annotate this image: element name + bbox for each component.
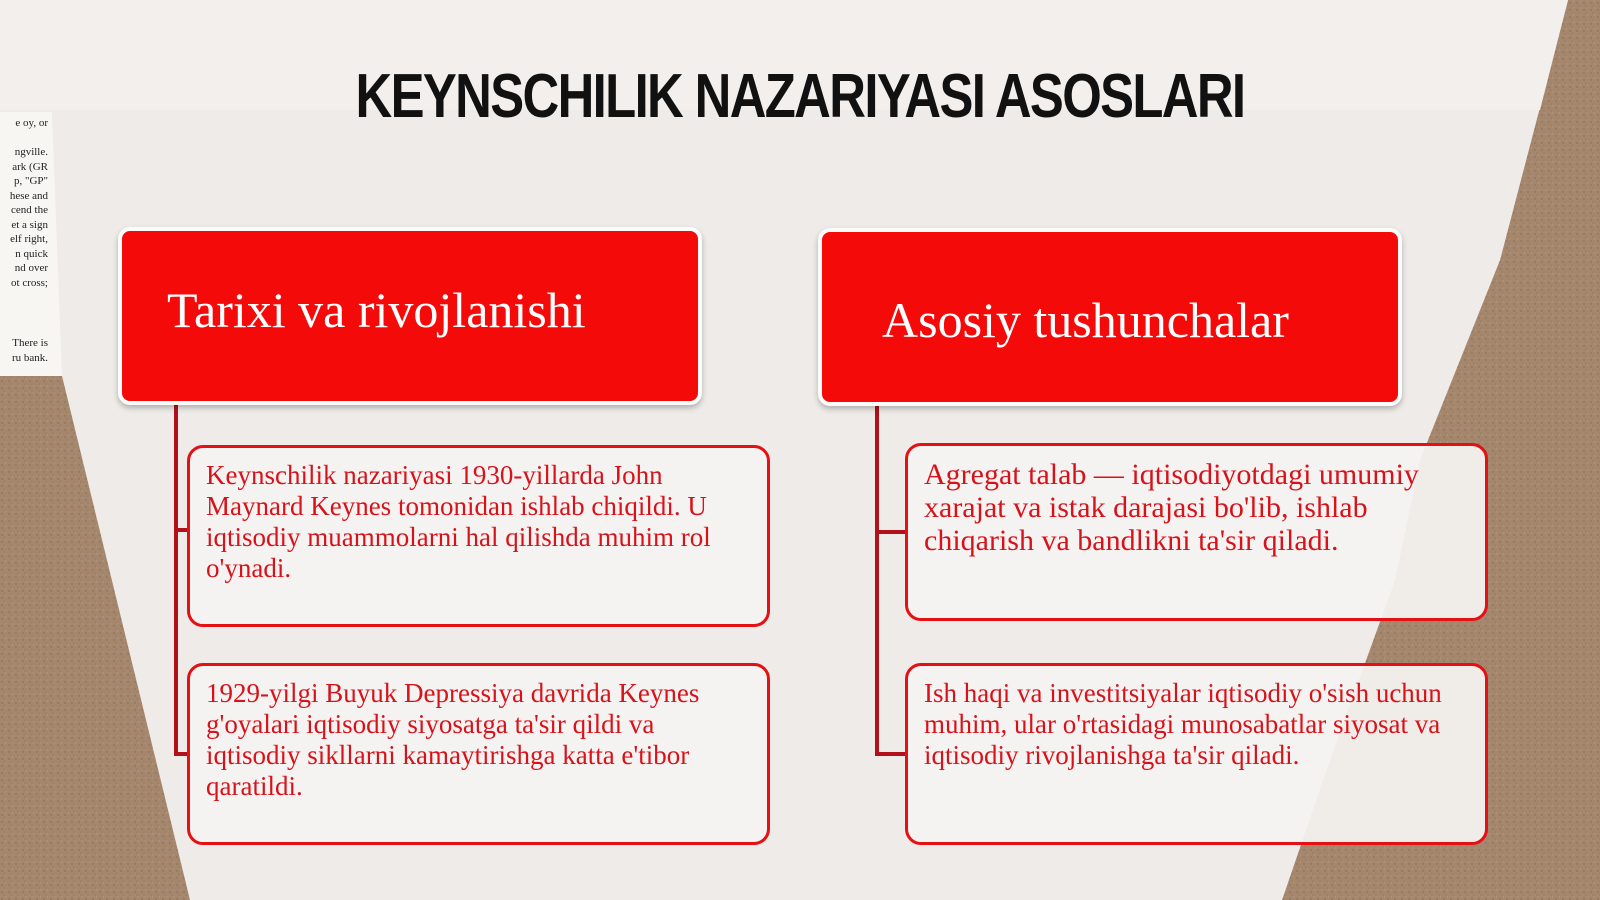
clipping-line: ngville. [14,146,48,158]
heading-history [118,227,702,405]
left-connector-branch-1 [174,528,188,532]
right-connector-branch-1 [875,530,905,534]
clipping-line [0,131,48,146]
concepts-card-1: Agregat talab — iqtisodiyotdagi umumiy xarajat va istak darajasi bo'lib, ishlab chiqarish va bandlikni ta'sir qiladi. [905,443,1488,621]
concepts-card-2: Ish haqi va investitsiyalar iqtisodiy o'sish uchun muhim, ular o'rtasidagi munosabatlar siyosat va iqtisodiy rivojlanishga ta'sir qiladi. [905,663,1488,845]
clipping-line: elf right, [10,233,48,245]
slide-title: KEYNSCHILIK NAZARIYASI ASOSLARI [355,62,1245,131]
history-card-2: 1929-yilgi Buyuk Depressiya davrida Keynes g'oyalari iqtisodiy siyosatga ta'sir qildi va iqtisodiy sikllarni kamaytirishga katta e'tibor qaratildi. [187,663,770,845]
clipping-line: There is [12,337,48,349]
clipping-line: e oy, or [15,117,48,129]
right-connector-branch-2 [875,752,905,756]
clipping-line: nd over [14,262,48,274]
history-card-1: Keynschilik nazariyasi 1930-yillarda John Maynard Keynes tomonidan ishlab chiqildi. U iqtisodiy muammolarni hal qilishda muhim rol o'ynadi. [187,445,770,627]
heading-concepts-label: Asosiy tushunchalar [882,292,1289,348]
clipping-line: hese and [9,189,48,202]
clipping-line: p, "GP" [13,175,48,187]
clipping-line: ru bank. [11,351,48,364]
clipping-line: n quick [15,247,48,260]
left-connector-branch-2 [174,752,188,756]
clipping-line: ot cross; [11,276,48,289]
heading-concepts [818,228,1402,406]
clipping-line: et a sign [11,218,48,231]
newspaper-clipping [0,116,48,376]
right-connector-vertical [875,402,879,756]
clipping-line: ark (GR [12,160,48,173]
heading-history-label: Tarixi va rivojlanishi [167,282,586,338]
clipping-line: cend the [11,204,48,216]
left-connector-vertical [174,400,178,756]
